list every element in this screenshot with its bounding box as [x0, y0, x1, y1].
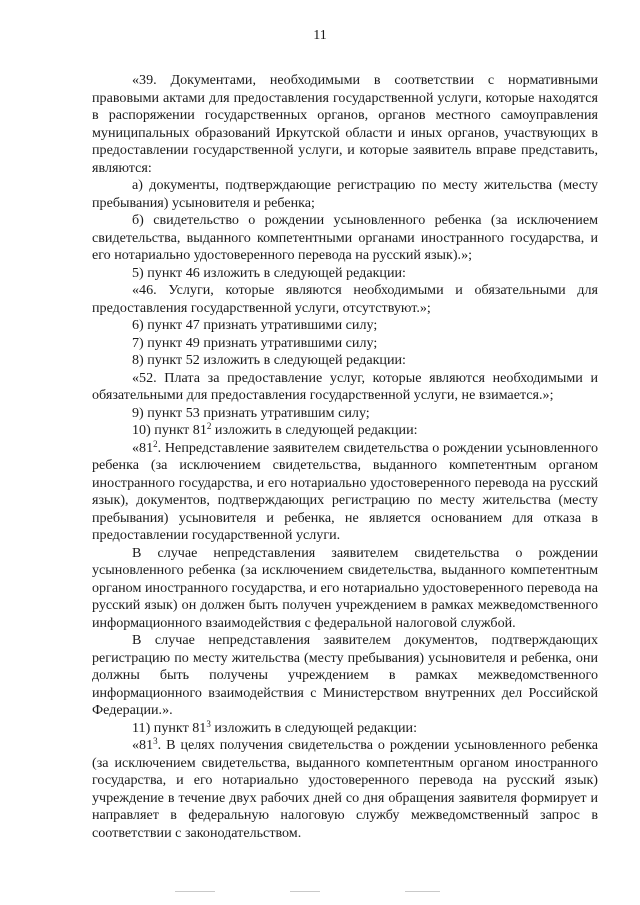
scan-artifact-line [405, 891, 440, 892]
paragraph-81-2-number: «81 [132, 439, 154, 456]
item-11 [92, 720, 598, 738]
item-5: 5) пункт 46 изложить в следующей редакции: [132, 264, 406, 281]
paragraph-case-registration: В случае непредставления заявителем документов, подтверждающих регистрацию по месту жительства (месту пребывания) усыновителя и ребенка, они должны быть получены учреждением в рамках межведомственного информационного взаимодействия с Министерством внутренних дел Российской Федерации.». [92, 632, 598, 718]
paragraph-81-2 [92, 440, 598, 545]
paragraph-81-3-text: . В целях получения свидетельства о рождении усыновленного ребенка (за исключением свидетельства, выданного компетентным органом иностранного государства, и его нотариально удостоверенного перевода на русский язык) учреждение в течение двух рабочих дней со дня обращения заявителя формирует и направляет в федеральную налоговую службу межведомственный запрос в соответствии с законодательством. [92, 737, 598, 841]
paragraph-81-2-superscript: 2 [153, 438, 158, 449]
paragraph-39: «39. Документами, необходимыми в соответствии с нормативными правовыми актами для предоставления государственной услуги, которые находятся в распоряжении государственных органов, органов местного самоуправления муниципальных образований Иркутской области и иных органов, участвующих в предоставлении государственной услуги, и которые заявитель вправе представить, являются: [92, 72, 598, 176]
item-10-superscript: 2 [206, 421, 212, 431]
scan-artifact-line [290, 891, 320, 892]
item-6: 6) пункт 47 признать утратившими силу; [132, 317, 378, 333]
paragraph-39-b: б) свидетельство о рождении усыновленного ребенка (за исключением свидетельства, выданного компетентными органами иностранного государства, и его нотариально удостоверенного перевода на русский язык).»; [92, 212, 598, 263]
item-10-text-end: изложить в следующей редакции: [211, 422, 418, 438]
paragraph-81-3 [92, 737, 598, 842]
item-10-text: 10) пункт 81 [132, 422, 207, 438]
item-10 [92, 422, 598, 440]
paragraph-46: «46. Услуги, которые являются необходимыми и обязательными для предоставления государственной услуги, отсутствуют.»; [92, 282, 598, 316]
paragraph-81-2-text: . Непредставление заявителем свидетельства о рождении усыновленного ребенка (за исключением свидетельства, выданного компетентным органом иностранного государства, и его нотариально удостоверенного перевода на русский язык), документов, подтверждающих регистрацию по месту жительства (месту пребывания) усыновителя и ребенка, не является основанием для отказа в предоставлении государственной услуги. [92, 439, 598, 543]
scan-artifact-line [175, 891, 215, 892]
item-8: 8) пункт 52 изложить в следующей редакции: [132, 352, 406, 368]
document-body [92, 72, 598, 842]
paragraph-case-birth-certificate: В случае непредставления заявителем свидетельства о рождении усыновленного ребенка (за исключением свидетельства, выданного компетентным органом иностранного государства, и его нотариально удостоверенного перевода на русский язык) он должен быть получен учреждением в рамках межведомственного информационного взаимодействия с федеральной налоговой службой. [92, 544, 598, 631]
item-11-text: 11) пункт 81 [132, 719, 207, 736]
item-11-superscript: 3 [206, 718, 211, 729]
paragraph-52: «52. Плата за предоставление услуг, которые являются необходимыми и обязательными для предоставления государственной услуги, не взимается.»; [92, 369, 598, 403]
paragraph-39-a: а) документы, подтверждающие регистрацию по месту жительства (месту пребывания) усыновителя и ребенка; [92, 177, 598, 211]
item-9: 9) пункт 53 признать утратившим силу; [132, 404, 370, 421]
item-7: 7) пункт 49 признать утратившими силу; [132, 334, 378, 351]
item-11-text-end: изложить в следующей редакции: [210, 719, 418, 736]
paragraph-81-3-number: «81 [132, 737, 154, 753]
page-number: 11 [313, 28, 327, 43]
paragraph-81-3-superscript: 3 [153, 736, 158, 746]
